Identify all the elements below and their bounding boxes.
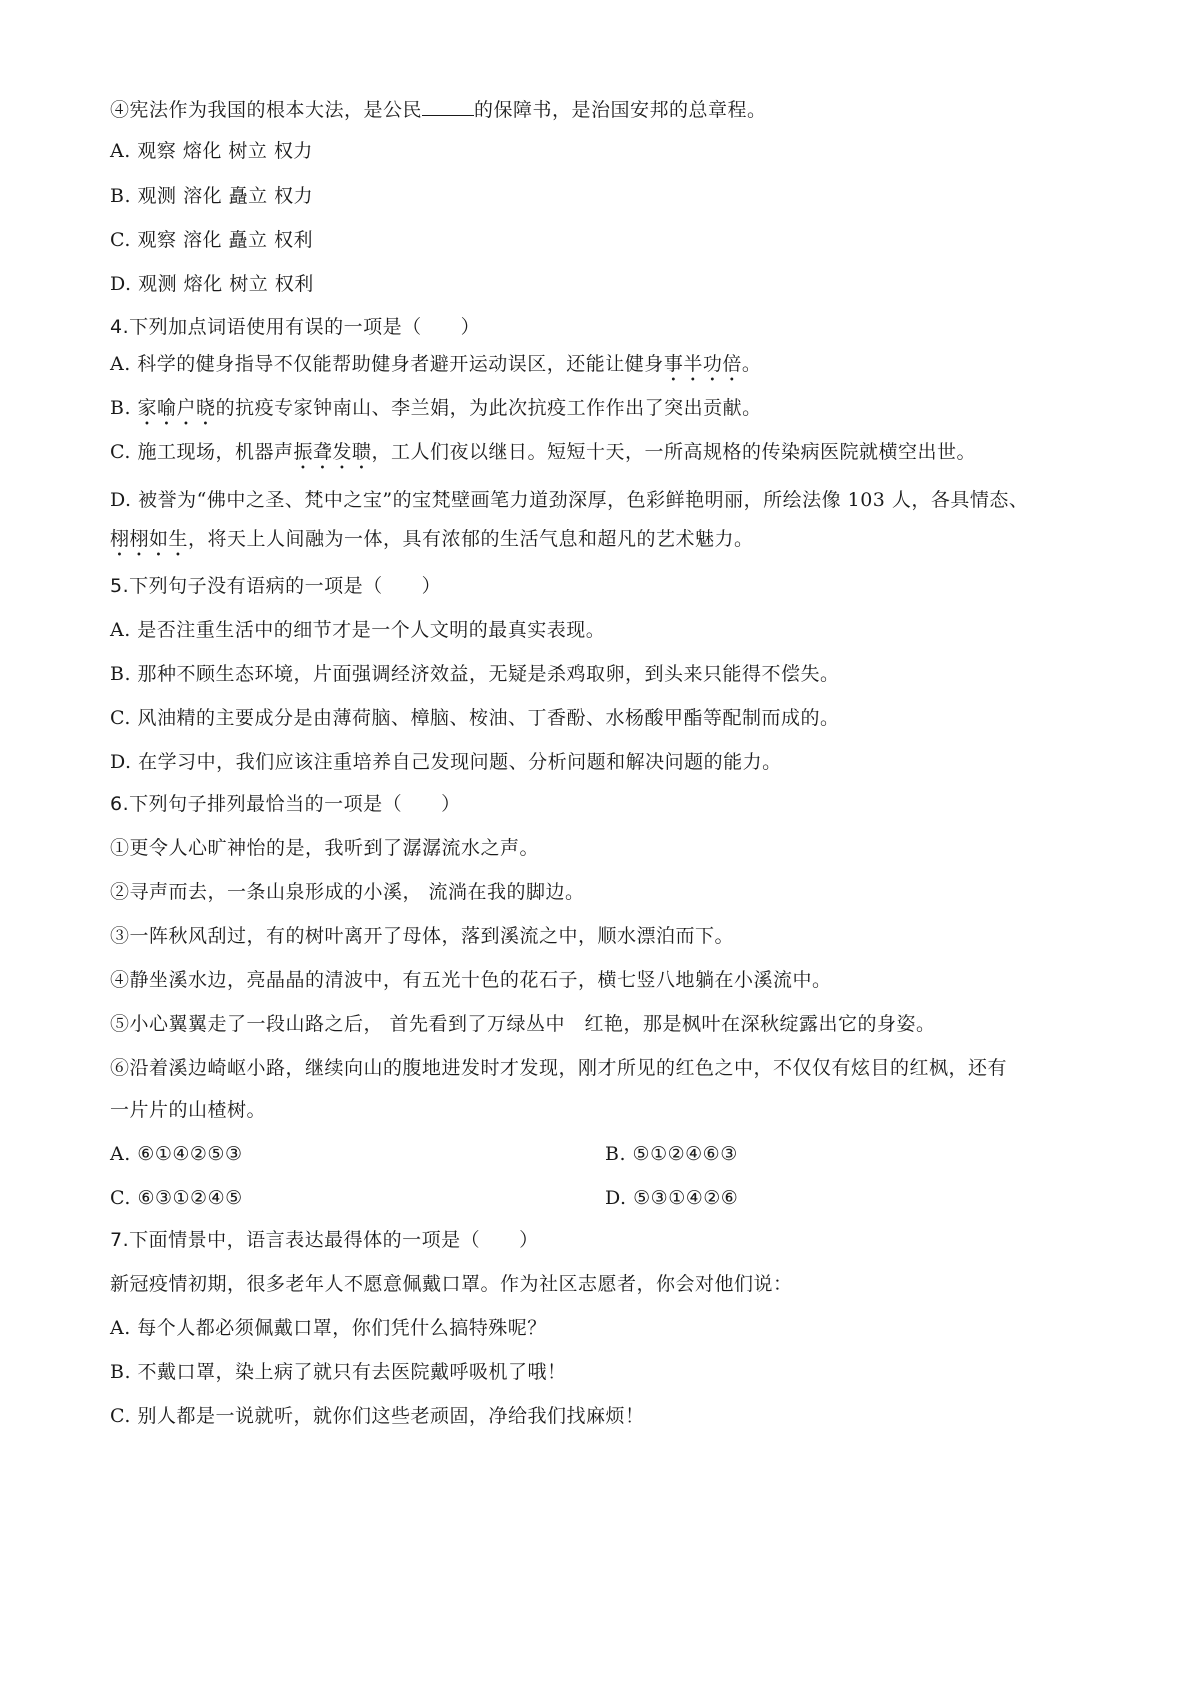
question-5-title bbox=[110, 572, 441, 600]
statement-4-post: 的保障书，是治国安邦的总章程。 bbox=[474, 99, 767, 121]
q7-option-b: B. 不戴口罩，染上病了就只有去医院戴呼吸机了哦！ bbox=[110, 1361, 567, 1383]
sentence-5: ⑤小心翼翼走了一段山路之后， 首先看到了万绿丛中 红艳，那是枫叶在深秋绽露出它的身姿。 bbox=[110, 1013, 936, 1035]
question-7-text: 7.下面情景中，语言表达最得体的一项是（ ） bbox=[110, 1229, 539, 1251]
q4-option-d-line2 bbox=[110, 525, 754, 561]
sentence-3: ③一阵秋风刮过，有的树叶离开了母体，落到溪流之中，顺水漂泊而下。 bbox=[110, 925, 735, 947]
question-6-text: 6.下列句子排列最恰当的一项是（ ） bbox=[110, 793, 461, 815]
q4-option-d-line1: D. 被誉为“佛中之圣、梵中之宝”的宝梵壁画笔力道劲深厚，色彩鲜艳明丽，所绘法像 103 人，各具情态、 bbox=[110, 489, 1029, 511]
q7-option-c: C. 别人都是一说就听，就你们这些老顽固，净给我们找麻烦！ bbox=[110, 1405, 645, 1427]
q6-option-c: C. ⑥③①②④⑤ bbox=[110, 1187, 243, 1209]
q4-option-b bbox=[110, 394, 762, 430]
statement-4 bbox=[110, 96, 767, 124]
q3-option-b: B. 观测 溶化 矗立 权力 bbox=[110, 185, 314, 207]
q4-option-c-dotted: 振聋发聩 bbox=[293, 441, 372, 463]
statement-4-pre: ④宪法作为我国的根本大法，是公民 bbox=[110, 99, 423, 121]
q4-option-a-post: 。 bbox=[741, 353, 762, 375]
q5-option-a: A. 是否注重生活中的细节才是一个人文明的最真实表现。 bbox=[110, 619, 606, 641]
question-6-title bbox=[110, 790, 461, 818]
q6-option-b: B. ⑤①②④⑥③ bbox=[605, 1143, 738, 1165]
q4-option-c-pre: C. 施工现场，机器声 bbox=[110, 441, 294, 463]
sentence-6-line1: ⑥沿着溪边崎岖小路，继续向山的腹地进发时才发现，刚才所见的红色之中，不仅仅有炫目的红枫，还有 bbox=[110, 1057, 1008, 1079]
q4-option-c-post: ，工人们夜以继日。短短十天，一所高规格的传染病医院就横空出世。 bbox=[371, 441, 976, 463]
q5-option-b: B. 那种不顾生态环境，片面强调经济效益，无疑是杀鸡取卵，到头来只能得不偿失。 bbox=[110, 663, 840, 685]
q4-option-a bbox=[110, 350, 761, 386]
q5-option-d: D. 在学习中，我们应该注重培养自己发现问题、分析问题和解决问题的能力。 bbox=[110, 751, 782, 773]
q4-option-b-pre: B. bbox=[110, 397, 138, 419]
q3-option-a: A. 观察 熔化 树立 权力 bbox=[110, 140, 313, 162]
q6-option-d: D. ⑤③①④②⑥ bbox=[605, 1187, 739, 1209]
sentence-6-line2: 一片片的山楂树。 bbox=[110, 1099, 267, 1121]
q3-option-c: C. 观察 溶化 矗立 权利 bbox=[110, 229, 314, 251]
q4-option-c bbox=[110, 438, 976, 474]
question-4-text: 4.下列加点词语使用有误的一项是（ ） bbox=[110, 316, 481, 338]
q4-option-d-dotted: 栩栩如生 bbox=[110, 528, 189, 550]
q4-option-a-pre: A. 科学的健身指导不仅能帮助健身者避开运动误区，还能让健身 bbox=[110, 353, 664, 375]
q5-option-c: C. 风油精的主要成分是由薄荷脑、樟脑、桉油、丁香酚、水杨酸甲酯等配制而成的。 bbox=[110, 707, 840, 729]
q6-option-a: A. ⑥①④②⑤③ bbox=[110, 1143, 243, 1165]
question-7-title bbox=[110, 1226, 539, 1254]
q7-context: 新冠疫情初期，很多老年人不愿意佩戴口罩。作为社区志愿者，你会对他们说： bbox=[110, 1273, 793, 1295]
q4-option-a-dotted: 事半功倍 bbox=[663, 353, 742, 375]
q4-option-d-post: ，将天上人间融为一体，具有浓郁的生活气息和超凡的艺术魅力。 bbox=[188, 528, 754, 550]
q3-option-d: D. 观测 熔化 树立 权利 bbox=[110, 273, 314, 295]
sentence-2: ②寻声而去，一条山泉形成的小溪， 流淌在我的脚边。 bbox=[110, 881, 585, 903]
question-5-text: 5.下列句子没有语病的一项是（ ） bbox=[110, 575, 442, 597]
q4-option-b-dotted: 家喻户晓 bbox=[137, 397, 216, 419]
q7-option-a: A. 每个人都必须佩戴口罩，你们凭什么搞特殊呢？ bbox=[110, 1317, 547, 1339]
q4-option-b-post: 的抗疫专家钟南山、李兰娟，为此次抗疫工作作出了突出贡献。 bbox=[215, 397, 762, 419]
sentence-1: ①更令人心旷神怡的是，我听到了潺潺流水之声。 bbox=[110, 837, 540, 859]
fill-blank bbox=[422, 97, 474, 116]
sentence-4: ④静坐溪水边，亮晶晶的清波中，有五光十色的花石子，横七竖八地躺在小溪流中。 bbox=[110, 969, 832, 991]
question-4-title bbox=[110, 313, 480, 341]
